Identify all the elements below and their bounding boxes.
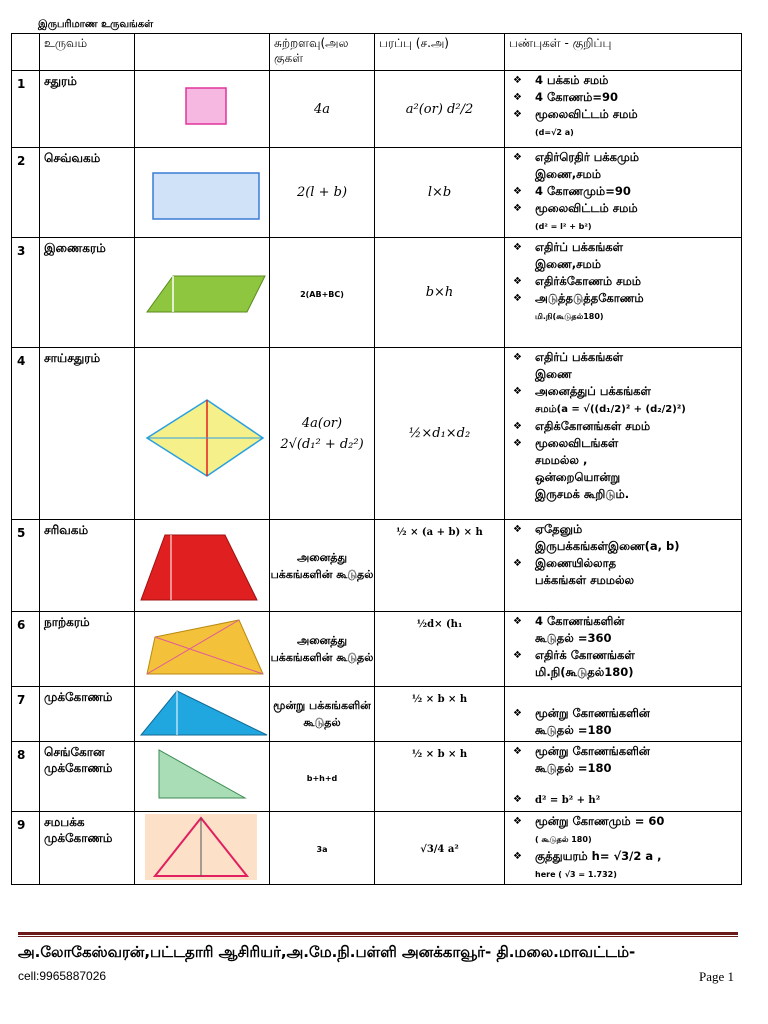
prop-item: சமம்(a = √((d₁/2)² + (d₂/2)²) bbox=[535, 404, 686, 415]
props-list bbox=[505, 148, 741, 235]
prop-item: ❖ மூலைவிட்டம் சமம் bbox=[513, 107, 638, 121]
header-shape: உருவம் bbox=[40, 34, 135, 71]
row-number: 8 bbox=[12, 742, 40, 812]
quadrilateral-figure bbox=[135, 612, 270, 687]
prop-item: ❖ 4 கோணமும்=90 bbox=[513, 184, 631, 198]
area-formula: ½ × (a + b) × h bbox=[396, 527, 483, 538]
square-figure bbox=[135, 71, 270, 148]
prop-item: இணை,சமம் bbox=[535, 257, 601, 271]
perimeter-cell bbox=[270, 742, 375, 812]
shape-name: செவ்வகம் bbox=[40, 148, 135, 238]
diamond-bullet-icon: ❖ bbox=[513, 851, 522, 862]
row-number: 1 bbox=[12, 71, 40, 148]
footer-author: அ.லோகேஸ்வரன்,பட்டதாரி ஆசிரியர்,அ.மே.நி.பள்ளி அனக்காவூர்- தி.மலை.மாவட்டம்- bbox=[18, 943, 636, 961]
prop-item: ❖ எதிர்ரெதிர் பக்கமும் bbox=[513, 150, 640, 164]
header-figure bbox=[135, 34, 270, 71]
perimeter-formula-alt: 2√(d₁² + d₂²) bbox=[280, 436, 364, 452]
footer-phone: cell:9965887026 bbox=[18, 969, 107, 983]
props-cell bbox=[505, 742, 742, 812]
table-row bbox=[12, 520, 742, 612]
perimeter-formula: 3a bbox=[316, 845, 328, 854]
row-number: 7 bbox=[12, 687, 40, 742]
table-row bbox=[12, 238, 742, 348]
rhombus-figure bbox=[135, 348, 270, 520]
prop-item: பக்கங்கள் சமமல்ல bbox=[535, 573, 635, 587]
props-cell bbox=[505, 812, 742, 885]
header-num bbox=[12, 34, 40, 71]
trapezium-figure bbox=[135, 520, 270, 612]
diamond-bullet-icon: ❖ bbox=[513, 276, 522, 287]
shapes-table bbox=[11, 33, 742, 885]
prop-item: ❖ மூன்று கோணங்களின் bbox=[513, 744, 650, 758]
prop-item: ❖ எதிர்ப் பக்கங்கள் bbox=[513, 240, 624, 254]
prop-item: மி.நி(கூடுதல்180) bbox=[535, 665, 634, 679]
area-cell bbox=[375, 238, 505, 348]
diamond-bullet-icon: ❖ bbox=[513, 524, 522, 535]
footer-rule-thin bbox=[18, 936, 738, 937]
area-cell bbox=[375, 687, 505, 742]
perimeter-cell bbox=[270, 812, 375, 885]
row-number: 3 bbox=[12, 238, 40, 348]
row-number: 4 bbox=[12, 348, 40, 520]
shape-name: இணைகரம் bbox=[40, 238, 135, 348]
shape-name: செங்கோன முக்கோணம் bbox=[40, 742, 135, 812]
diamond-bullet-icon: ❖ bbox=[513, 558, 522, 569]
shape-name: முக்கோணம் bbox=[40, 687, 135, 742]
prop-item: ❖ மூன்று கோணங்களின் bbox=[513, 706, 650, 720]
perimeter-formula: அனைத்து பக்கங்களின் கூடுதல் bbox=[270, 550, 374, 581]
props-cell bbox=[505, 238, 742, 348]
page-title: இருபரிமாண உருவங்கள் bbox=[38, 19, 154, 30]
prop-item: இருசமக் கூறிடும். bbox=[535, 487, 630, 501]
prop-item: ❖ அனைத்துப் பக்கங்கள் bbox=[513, 384, 651, 398]
table-row bbox=[12, 612, 742, 687]
perimeter-formula: அனைத்து பக்கங்களின் கூடுதல் bbox=[270, 634, 374, 664]
header-perimeter: சுற்றளவு(அல குகள் bbox=[270, 34, 375, 71]
diamond-bullet-icon: ❖ bbox=[513, 92, 522, 103]
area-cell bbox=[375, 348, 505, 520]
perimeter-formula: 4a(or) bbox=[301, 415, 343, 431]
perimeter-cell bbox=[270, 148, 375, 238]
area-formula: ½ × b × h bbox=[411, 694, 468, 705]
row-number: 5 bbox=[12, 520, 40, 612]
shape-name: சதுரம் bbox=[40, 71, 135, 148]
diamond-bullet-icon: ❖ bbox=[513, 816, 522, 827]
diamond-bullet-icon: ❖ bbox=[513, 242, 522, 253]
area-cell bbox=[375, 812, 505, 885]
area-formula: √3/4 a² bbox=[420, 844, 459, 855]
shape-name: சமபக்க முக்கோணம் bbox=[40, 812, 135, 885]
prop-item: கூடுதல் =180 bbox=[535, 723, 612, 737]
header-area: பரப்பு (ச.அ) bbox=[375, 34, 505, 71]
diamond-bullet-icon: ❖ bbox=[513, 794, 522, 805]
props-list bbox=[505, 348, 741, 503]
area-cell bbox=[375, 148, 505, 238]
area-formula: b×h bbox=[425, 285, 454, 300]
prop-item: ❖ குத்துயரம் h= √3/2 a , bbox=[513, 849, 662, 863]
prop-item: ❖ இணையில்லாத bbox=[513, 556, 617, 570]
diamond-bullet-icon: ❖ bbox=[513, 386, 522, 397]
props-list bbox=[505, 704, 741, 741]
table-header-row bbox=[12, 34, 742, 71]
prop-item: ❖ எதிர்ப் பக்கங்கள் bbox=[513, 350, 624, 364]
diamond-bullet-icon: ❖ bbox=[513, 708, 522, 719]
diamond-bullet-icon: ❖ bbox=[513, 152, 522, 163]
table-row bbox=[12, 812, 742, 885]
area-formula: ½×d₁×d₂ bbox=[408, 426, 471, 441]
diamond-bullet-icon: ❖ bbox=[513, 203, 522, 214]
shape-name: சாய்சதுரம் bbox=[40, 348, 135, 520]
prop-item: ❖ மூன்று கோணமும் = 60 bbox=[513, 814, 665, 828]
row-number: 2 bbox=[12, 148, 40, 238]
perimeter-formula: b+h+d bbox=[306, 773, 338, 783]
prop-item: ❖ d² = b² + h² bbox=[535, 791, 741, 809]
diamond-bullet-icon: ❖ bbox=[513, 746, 522, 757]
props-list bbox=[505, 812, 741, 883]
props-list bbox=[505, 238, 741, 325]
prop-item: சமமல்ல , bbox=[535, 453, 588, 467]
prop-item: கூடுதல் =180 bbox=[535, 761, 612, 775]
props-list bbox=[505, 742, 741, 809]
table-row bbox=[12, 71, 742, 148]
area-cell bbox=[375, 612, 505, 687]
table-row bbox=[12, 742, 742, 812]
props-list bbox=[505, 71, 741, 141]
perimeter-cell bbox=[270, 612, 375, 687]
diamond-bullet-icon: ❖ bbox=[513, 75, 522, 86]
props-cell bbox=[505, 612, 742, 687]
prop-item: ❖ 4 கோணம்=90 bbox=[513, 90, 619, 104]
perimeter-cell bbox=[270, 238, 375, 348]
props-cell bbox=[505, 520, 742, 612]
table-row bbox=[12, 687, 742, 742]
perimeter-formula: 4a bbox=[313, 101, 331, 117]
perimeter-formula: மூன்று பக்கங்களின் கூடுதல் bbox=[273, 699, 371, 729]
page-number: Page 1 bbox=[698, 969, 734, 984]
diamond-bullet-icon: ❖ bbox=[513, 109, 522, 120]
table-row bbox=[12, 348, 742, 520]
diamond-bullet-icon: ❖ bbox=[513, 186, 522, 197]
perimeter-formula: 2(AB+BC) bbox=[300, 289, 344, 299]
prop-item: ❖ அடுத்தடுத்தகோணம் bbox=[513, 291, 644, 305]
props-list bbox=[505, 520, 741, 589]
shape-name: நாற்கரம் bbox=[40, 612, 135, 687]
rectangle-figure bbox=[135, 148, 270, 238]
area-formula: l×b bbox=[427, 185, 452, 200]
prop-item: ❖ எதிக்கோனங்கள் சமம் bbox=[513, 419, 651, 433]
area-formula: a²(or) d²/2 bbox=[405, 101, 474, 117]
prop-item: ❖ 4 கோணங்களின் bbox=[513, 614, 625, 628]
prop-item: ❖ எதிர்க்கோணம் சமம் bbox=[513, 274, 642, 288]
area-cell bbox=[375, 520, 505, 612]
right-triangle-figure bbox=[135, 742, 270, 812]
prop-item: ❖ ஏதேனும் bbox=[513, 522, 583, 536]
row-number: 6 bbox=[12, 612, 40, 687]
prop-item: (d² = l² + b²) bbox=[535, 222, 592, 231]
perimeter-cell bbox=[270, 520, 375, 612]
area-cell bbox=[375, 742, 505, 812]
perimeter-cell bbox=[270, 348, 375, 520]
area-formula: ½ × b × h bbox=[411, 749, 468, 760]
perimeter-cell bbox=[270, 71, 375, 148]
header-props: பண்புகள் - குறிப்பு bbox=[505, 34, 742, 71]
prop-item: here ( √3 = 1.732) bbox=[535, 870, 617, 879]
prop-item: ❖ எதிர்க் கோணங்கள் bbox=[513, 648, 635, 662]
prop-item: ( கூடுதல் 180) bbox=[535, 835, 592, 844]
perimeter-cell bbox=[270, 687, 375, 742]
prop-item: இணை,சமம் bbox=[535, 167, 601, 181]
equilateral-triangle-figure bbox=[135, 812, 270, 885]
area-cell bbox=[375, 71, 505, 148]
diamond-bullet-icon: ❖ bbox=[513, 616, 522, 627]
prop-item: (d=√2 a) bbox=[535, 128, 574, 137]
perimeter-formula: 2(l + b) bbox=[296, 185, 348, 200]
prop-item: இணை bbox=[535, 367, 572, 381]
props-cell bbox=[505, 148, 742, 238]
area-formula: ½d× (h₁ bbox=[416, 619, 463, 630]
triangle-figure bbox=[135, 687, 270, 742]
footer-rule bbox=[18, 932, 738, 935]
prop-item: ❖ மூலைவிடங்கள் bbox=[513, 436, 619, 450]
prop-item: ❖ 4 பக்கம் சமம் bbox=[513, 73, 609, 87]
diamond-bullet-icon: ❖ bbox=[513, 293, 522, 304]
prop-item: கூடுதல் =360 bbox=[535, 631, 612, 645]
prop-item: ❖ மூலைவிட்டம் சமம் bbox=[513, 201, 638, 215]
diamond-bullet-icon: ❖ bbox=[513, 421, 522, 432]
props-cell bbox=[505, 687, 742, 742]
prop-item: மி.நி(கூடுதல்180) bbox=[535, 312, 604, 321]
diamond-bullet-icon: ❖ bbox=[513, 650, 522, 661]
diamond-bullet-icon: ❖ bbox=[513, 438, 522, 449]
parallelogram-figure bbox=[135, 238, 270, 348]
props-cell bbox=[505, 71, 742, 148]
prop-item: ஒன்றையொன்று bbox=[535, 470, 621, 484]
table-row bbox=[12, 148, 742, 238]
props-list bbox=[505, 612, 741, 681]
row-number: 9 bbox=[12, 812, 40, 885]
shape-name: சரிவகம் bbox=[40, 520, 135, 612]
props-cell bbox=[505, 348, 742, 520]
diamond-bullet-icon: ❖ bbox=[513, 352, 522, 363]
prop-item: இருபக்கங்கள்இணை(a, b) bbox=[535, 539, 680, 553]
